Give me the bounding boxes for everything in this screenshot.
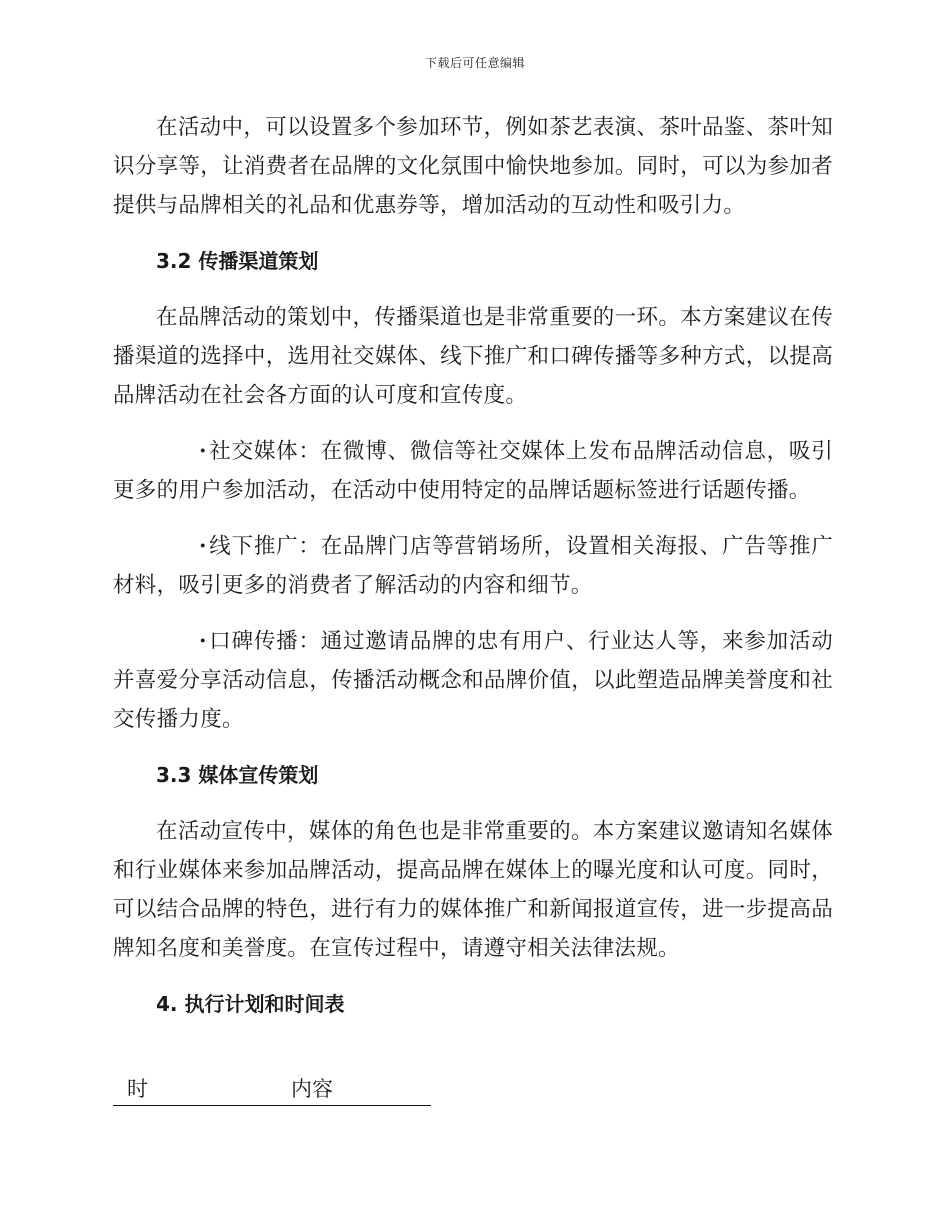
bullet-mark: · [199, 629, 207, 654]
schedule-table [113, 1073, 431, 1106]
column-header-time: 时 [113, 1073, 291, 1106]
bullet-mark: · [199, 439, 207, 464]
bullet-offline-promo-text: 线下推广：在品牌门店等营销场所，设置相关海报、广告等推广材料，吸引更多的消费者了解活动的内容和细节。 [113, 534, 833, 598]
bullet-mark: · [199, 534, 207, 559]
heading-3-3: 3.3 媒体宣传策划 [156, 763, 319, 787]
schedule-table-header-row [113, 1073, 431, 1106]
paragraph-activity-segments: 在活动中，可以设置多个参加环节，例如茶艺表演、茶叶品鉴、茶叶知识分享等，让消费者在品牌的文化氛围中愉快地参加。同时，可以为参加者提供与品牌相关的礼品和优惠券等，增加活动的互动性和吸引力。 [113, 115, 833, 218]
page-header-note: 下载后可任意编辑 [424, 56, 525, 70]
bullet-social-media-text: 社交媒体：在微博、微信等社交媒体上发布品牌活动信息，吸引更多的用户参加活动，在活动中使用特定的品牌话题标签进行话题传播。 [113, 439, 833, 503]
column-header-content: 内容 [291, 1073, 431, 1106]
document-body [113, 108, 833, 1041]
bullet-word-of-mouth-text: 口碑传播：通过邀请品牌的忠有用户、行业达人等，来参加活动并喜爱分享活动信息，传播活动概念和品牌价值，以此塑造品牌美誉度和社交传播力度。 [113, 629, 833, 732]
paragraph-channels-intro: 在品牌活动的策划中，传播渠道也是非常重要的一环。本方案建议在传播渠道的选择中，选用社交媒体、线下推广和口碑传播等多种方式，以提高品牌活动在社会各方面的认可度和宣传度。 [113, 305, 833, 408]
bullet-word-of-mouth [113, 622, 833, 739]
heading-3-2: 3.2 传播渠道策划 [156, 249, 319, 273]
paragraph-media-promo: 在活动宣传中，媒体的角色也是非常重要的。本方案建议邀请知名媒体和行业媒体来参加品牌活动，提高品牌在媒体上的曝光度和认可度。同时，可以结合品牌的特色，进行有力的媒体推广和新闻报道宣传，进一步提高品牌知名度和美誉度。在宣传过程中，请遵守相关法律法规。 [113, 819, 833, 961]
heading-4: 4. 执行计划和时间表 [156, 992, 345, 1016]
bullet-social-media [113, 432, 833, 510]
bullet-offline-promo [113, 527, 833, 605]
